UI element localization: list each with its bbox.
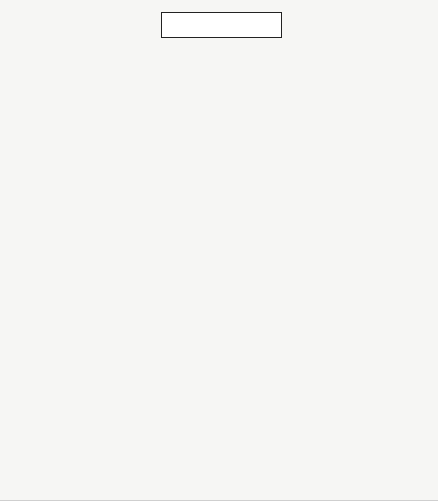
article-line <box>5 269 434 287</box>
article-line <box>5 480 434 498</box>
article-line <box>5 357 434 375</box>
article-line <box>5 128 434 146</box>
article-line <box>5 409 434 427</box>
article-body <box>5 40 434 498</box>
article-line <box>5 322 434 340</box>
article-line <box>5 445 434 463</box>
article-line <box>5 75 434 93</box>
article-line <box>5 339 434 357</box>
article-line <box>5 374 434 392</box>
article-line <box>5 216 434 234</box>
article-line <box>5 286 434 304</box>
article-line <box>5 251 434 269</box>
article-line <box>5 304 434 322</box>
article-line <box>5 110 434 128</box>
headline <box>161 12 282 38</box>
article-line <box>5 163 434 181</box>
previous-article-tail <box>0 0 438 8</box>
article-line <box>5 93 434 111</box>
article-line <box>5 146 434 164</box>
article-line <box>5 181 434 199</box>
article-line <box>5 40 434 58</box>
article-line <box>5 427 434 445</box>
article-line <box>5 198 434 216</box>
article-line <box>5 392 434 410</box>
article-line <box>5 462 434 480</box>
article-line <box>5 58 434 76</box>
article-line <box>5 234 434 252</box>
